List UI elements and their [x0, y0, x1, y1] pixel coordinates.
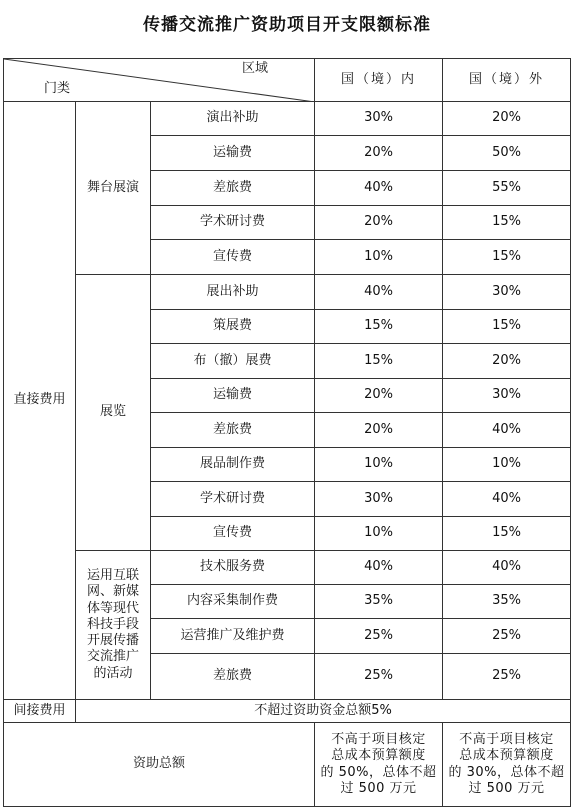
item-name: 学术研讨费	[151, 206, 315, 240]
domestic-value: 40%	[315, 275, 443, 310]
group-label-line: 交流推广	[86, 649, 139, 665]
diagonal-header-cell	[4, 59, 315, 102]
category-label: 门类	[44, 80, 71, 96]
total-foreign-line: 过 500 万元	[468, 780, 545, 796]
document-title: 传播交流推广资助项目开支限额标准	[143, 15, 431, 35]
total-foreign-line: 的 30%，总体不超	[448, 764, 565, 780]
foreign-value: 40%	[443, 413, 571, 448]
total-row	[4, 723, 571, 807]
total-foreign-line: 总成本预算额度	[459, 748, 554, 764]
item-name: 展出补助	[151, 275, 315, 310]
group-label-line: 开展传播	[86, 633, 139, 649]
total-domestic-line: 的 50%，总体不超	[320, 764, 437, 780]
item-name: 技术服务费	[151, 551, 315, 585]
table-row	[4, 551, 571, 585]
item-name: 演出补助	[151, 102, 315, 136]
domestic-value: 10%	[315, 448, 443, 482]
group-stage-label: 舞台展演	[76, 102, 151, 275]
item-name: 运营推广及维护费	[151, 619, 315, 654]
item-name: 宣传费	[151, 240, 315, 275]
group-new-media-label	[76, 551, 151, 700]
indirect-cost-label: 间接费用	[4, 700, 76, 723]
item-name: 策展费	[151, 310, 315, 344]
indirect-cost-text: 不超过资助资金总额5%	[76, 700, 571, 723]
group-label-line: 科技手段	[86, 616, 139, 632]
total-label: 资助总额	[4, 723, 315, 807]
total-domestic-line: 不高于项目核定	[331, 732, 426, 747]
item-name: 内容采集制作费	[151, 585, 315, 619]
domestic-value: 40%	[315, 551, 443, 585]
foreign-value: 20%	[443, 344, 571, 379]
item-name: 布（撤）展费	[151, 344, 315, 379]
domestic-value: 25%	[315, 619, 443, 654]
foreign-value: 15%	[443, 206, 571, 240]
foreign-value: 55%	[443, 171, 571, 206]
domestic-value: 20%	[315, 379, 443, 413]
foreign-value: 10%	[443, 448, 571, 482]
foreign-value: 20%	[443, 102, 571, 136]
direct-cost-label: 直接费用	[4, 102, 76, 700]
region-label: 区域	[242, 61, 269, 76]
group-label-line: 网、新媒	[86, 584, 139, 600]
item-name: 学术研讨费	[151, 482, 315, 517]
total-domestic	[315, 723, 443, 807]
item-name: 差旅费	[151, 171, 315, 206]
foreign-value: 15%	[443, 517, 571, 551]
indirect-cost-row	[4, 700, 571, 723]
foreign-value: 40%	[443, 551, 571, 585]
item-name: 差旅费	[151, 413, 315, 448]
foreign-value: 25%	[443, 619, 571, 654]
total-foreign-line: 不高于项目核定	[459, 732, 554, 747]
table-header-row	[4, 59, 571, 102]
foreign-value: 25%	[443, 654, 571, 700]
foreign-value: 40%	[443, 482, 571, 517]
domestic-value: 20%	[315, 136, 443, 171]
domestic-value: 20%	[315, 413, 443, 448]
domestic-value: 15%	[315, 310, 443, 344]
foreign-value: 50%	[443, 136, 571, 171]
domestic-value: 15%	[315, 344, 443, 379]
item-name: 运输费	[151, 136, 315, 171]
foreign-value: 30%	[443, 275, 571, 310]
domestic-value: 30%	[315, 102, 443, 136]
group-label-line: 的活动	[93, 665, 133, 681]
foreign-value: 15%	[443, 310, 571, 344]
table-row	[4, 102, 571, 136]
table-row	[4, 275, 571, 310]
group-label-line: 运用互联	[86, 568, 139, 584]
column-header-domestic: 国（境）内	[315, 59, 443, 102]
domestic-value: 10%	[315, 240, 443, 275]
domestic-value: 10%	[315, 517, 443, 551]
total-domestic-line: 总成本预算额度	[331, 748, 426, 764]
expense-limit-table	[3, 58, 571, 807]
foreign-value: 15%	[443, 240, 571, 275]
domestic-value: 35%	[315, 585, 443, 619]
item-name: 展品制作费	[151, 448, 315, 482]
domestic-value: 40%	[315, 171, 443, 206]
foreign-value: 35%	[443, 585, 571, 619]
group-exhibition-label: 展览	[76, 275, 151, 551]
total-foreign	[443, 723, 571, 807]
column-header-foreign: 国（境）外	[443, 59, 571, 102]
item-name: 差旅费	[151, 654, 315, 700]
group-label-line: 体等现代	[86, 600, 139, 616]
domestic-value: 25%	[315, 654, 443, 700]
foreign-value: 30%	[443, 379, 571, 413]
domestic-value: 30%	[315, 482, 443, 517]
item-name: 运输费	[151, 379, 315, 413]
domestic-value: 20%	[315, 206, 443, 240]
item-name: 宣传费	[151, 517, 315, 551]
total-domestic-line: 过 500 万元	[340, 780, 417, 796]
